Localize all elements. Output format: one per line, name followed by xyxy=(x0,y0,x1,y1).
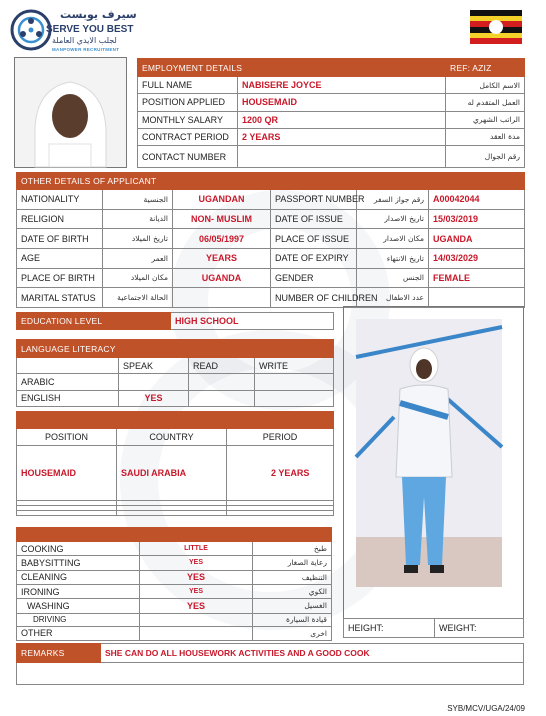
remarks-value: SHE CAN DO ALL HOUSEWORK ACTIVITIES AND A GOOD COOK xyxy=(101,644,524,663)
period-col-header: PERIOD xyxy=(227,429,334,446)
other-skill-value xyxy=(140,626,253,640)
uganda-flag xyxy=(470,10,522,44)
monthly-salary-label: MONTHLY SALARY xyxy=(138,111,238,128)
experience-country-value: SAUDI ARABIA xyxy=(117,446,227,501)
skills-header xyxy=(17,528,332,542)
country-col-header: COUNTRY xyxy=(117,429,227,446)
education-level-label: EDUCATION LEVEL xyxy=(17,313,171,330)
date-of-issue-label: DATE OF ISSUE xyxy=(271,209,357,229)
gender-value: FEMALE xyxy=(429,268,525,288)
full-body-photo-frame xyxy=(343,306,524,638)
washing-arabic: الغسيل xyxy=(253,599,332,613)
place-of-issue-arabic: مكان الاصدار xyxy=(357,229,429,249)
place-of-issue-value: UGANDA xyxy=(429,229,525,249)
document-code: SYB/MCV/UGA/24/09 xyxy=(447,704,525,713)
religion-arabic: الديانة xyxy=(103,209,173,229)
ref-label: REF: AZIZ xyxy=(446,59,525,77)
gender-label: GENDER xyxy=(271,268,357,288)
position-col-header: POSITION xyxy=(17,429,117,446)
logo-arabic-sub: لجلب الايدي العاملة xyxy=(52,36,117,45)
arabic-write-value xyxy=(255,374,334,390)
logo-tagline: MANPOWER RECRUITMENT xyxy=(52,47,120,52)
monthly-salary-arabic: الراتب الشهري xyxy=(446,111,525,128)
number-of-children-value xyxy=(429,288,525,308)
driving-value xyxy=(140,613,253,626)
date-of-birth-value: 06/05/1997 xyxy=(173,229,271,249)
cleaning-arabic: التنظيف xyxy=(253,570,332,584)
date-of-birth-label: DATE OF BIRTH xyxy=(17,229,103,249)
contact-number-arabic: رقم الجوال xyxy=(446,146,525,168)
marital-status-label: MARITAL STATUS xyxy=(17,288,103,308)
driving-arabic: قيادة السيارة xyxy=(253,613,332,626)
cooking-arabic: طبخ xyxy=(253,542,332,556)
contract-period-value: 2 YEARS xyxy=(238,128,446,145)
remarks-label: REMARKS xyxy=(17,644,101,663)
employment-details xyxy=(137,58,524,168)
height-field: HEIGHT: xyxy=(344,619,435,638)
date-of-expiry-label: DATE OF EXPIRY xyxy=(271,248,357,268)
cooking-value: LITTLE xyxy=(140,542,253,556)
height-weight-row xyxy=(343,618,524,638)
logo-name: SERVE YOU BEST xyxy=(46,24,134,35)
ironing-value: YES xyxy=(140,584,253,598)
logo-arabic: سيرف يوبست xyxy=(60,8,137,21)
date-of-issue-arabic: تاريخ الاصدار xyxy=(357,209,429,229)
driving-label: DRIVING xyxy=(17,613,140,626)
marital-status-value xyxy=(173,288,271,308)
experience-position-value xyxy=(17,511,117,516)
full-name-label: FULL NAME xyxy=(138,77,238,94)
other-details xyxy=(16,172,524,308)
gender-arabic: الجنس xyxy=(357,268,429,288)
arabic-row-label: ARABIC xyxy=(17,374,119,390)
nationality-label: NATIONALITY xyxy=(17,190,103,210)
cleaning-value: YES xyxy=(140,570,253,584)
weight-field: WEIGHT: xyxy=(435,619,524,638)
passport-number-value: A00042044 xyxy=(429,190,525,210)
nationality-arabic: الجنسية xyxy=(103,190,173,210)
passport-number-label: PASSPORT NUMBER xyxy=(271,190,357,210)
employment-header: EMPLOYMENT DETAILS xyxy=(138,59,446,77)
contact-number-value xyxy=(238,146,446,168)
work-experience xyxy=(16,411,334,516)
washing-value: YES xyxy=(140,599,253,613)
language-literacy xyxy=(16,339,334,407)
position-applied-label: POSITION APPLIED xyxy=(138,94,238,111)
passport-number-arabic: رقم جواز السفر xyxy=(357,190,429,210)
position-applied-arabic: العمل المتقدم له xyxy=(446,94,525,111)
other-skill-arabic: اخرى xyxy=(253,626,332,640)
cleaning-label: CLEANING xyxy=(17,570,140,584)
contract-period-label: CONTRACT PERIOD xyxy=(138,128,238,145)
english-row-label: ENGLISH xyxy=(17,390,119,406)
language-col-blank xyxy=(17,358,119,374)
logo xyxy=(8,6,158,54)
english-write-value xyxy=(255,390,334,406)
nationality-value: UGANDAN xyxy=(173,190,271,210)
remarks xyxy=(16,643,524,685)
write-col-header: WRITE xyxy=(255,358,334,374)
full-name-value: NABISERE JOYCE xyxy=(238,77,446,94)
washing-label: WASHING xyxy=(17,599,140,613)
babysitting-label: BABYSITTING xyxy=(17,556,140,570)
language-literacy-header: LANGUAGE LITERACY xyxy=(17,340,334,358)
ironing-label: IRONING xyxy=(17,584,140,598)
cooking-label: COOKING xyxy=(17,542,140,556)
place-of-birth-arabic: مكان الميلاد xyxy=(103,268,173,288)
contact-number-label: CONTACT NUMBER xyxy=(138,146,238,168)
english-read-value xyxy=(189,390,255,406)
number-of-children-arabic: عدد الاطفال xyxy=(357,288,429,308)
portrait-photo xyxy=(15,58,126,167)
place-of-birth-value: UGANDA xyxy=(173,268,271,288)
portrait-photo-frame xyxy=(14,57,127,168)
english-speak-value: YES xyxy=(119,390,189,406)
experience-country-value xyxy=(117,511,227,516)
date-of-issue-value: 15/03/2019 xyxy=(429,209,525,229)
skills-table xyxy=(16,527,332,641)
place-of-birth-label: PLACE OF BIRTH xyxy=(17,268,103,288)
remarks-blank-row xyxy=(17,663,524,685)
flag-emblem-icon xyxy=(489,20,503,34)
ironing-arabic: الكوي xyxy=(253,584,332,598)
age-value: YEARS xyxy=(173,248,271,268)
date-of-birth-arabic: تاريخ الميلاد xyxy=(103,229,173,249)
arabic-read-value xyxy=(189,374,255,390)
arabic-speak-value xyxy=(119,374,189,390)
age-arabic: العمر xyxy=(103,248,173,268)
full-body-photo xyxy=(344,307,523,619)
date-of-expiry-value: 14/03/2029 xyxy=(429,248,525,268)
read-col-header: READ xyxy=(189,358,255,374)
number-of-children-label: NUMBER OF CHILDREN xyxy=(271,288,357,308)
babysitting-arabic: رعاية الصغار xyxy=(253,556,332,570)
religion-value: NON- MUSLIM xyxy=(173,209,271,229)
babysitting-value: YES xyxy=(140,556,253,570)
monthly-salary-value: 1200 QR xyxy=(238,111,446,128)
experience-period-value xyxy=(227,511,334,516)
education-level xyxy=(16,312,334,330)
experience-header xyxy=(17,412,334,429)
speak-col-header: SPEAK xyxy=(119,358,189,374)
contract-period-arabic: مدة العقد xyxy=(446,128,525,145)
marital-status-arabic: الحالة الاجتماعية xyxy=(103,288,173,308)
position-applied-value: HOUSEMAID xyxy=(238,94,446,111)
place-of-issue-label: PLACE OF ISSUE xyxy=(271,229,357,249)
experience-period-value: 2 YEARS xyxy=(227,446,334,501)
date-of-expiry-arabic: تاريخ الانتهاء xyxy=(357,248,429,268)
religion-label: RELIGION xyxy=(17,209,103,229)
age-label: AGE xyxy=(17,248,103,268)
other-skill-label: OTHER xyxy=(17,626,140,640)
experience-position-value: HOUSEMAID xyxy=(17,446,117,501)
full-name-arabic: الاسم الكامل xyxy=(446,77,525,94)
education-level-value: HIGH SCHOOL xyxy=(171,313,334,330)
other-details-header: OTHER DETAILS OF APPLICANT xyxy=(17,173,525,190)
